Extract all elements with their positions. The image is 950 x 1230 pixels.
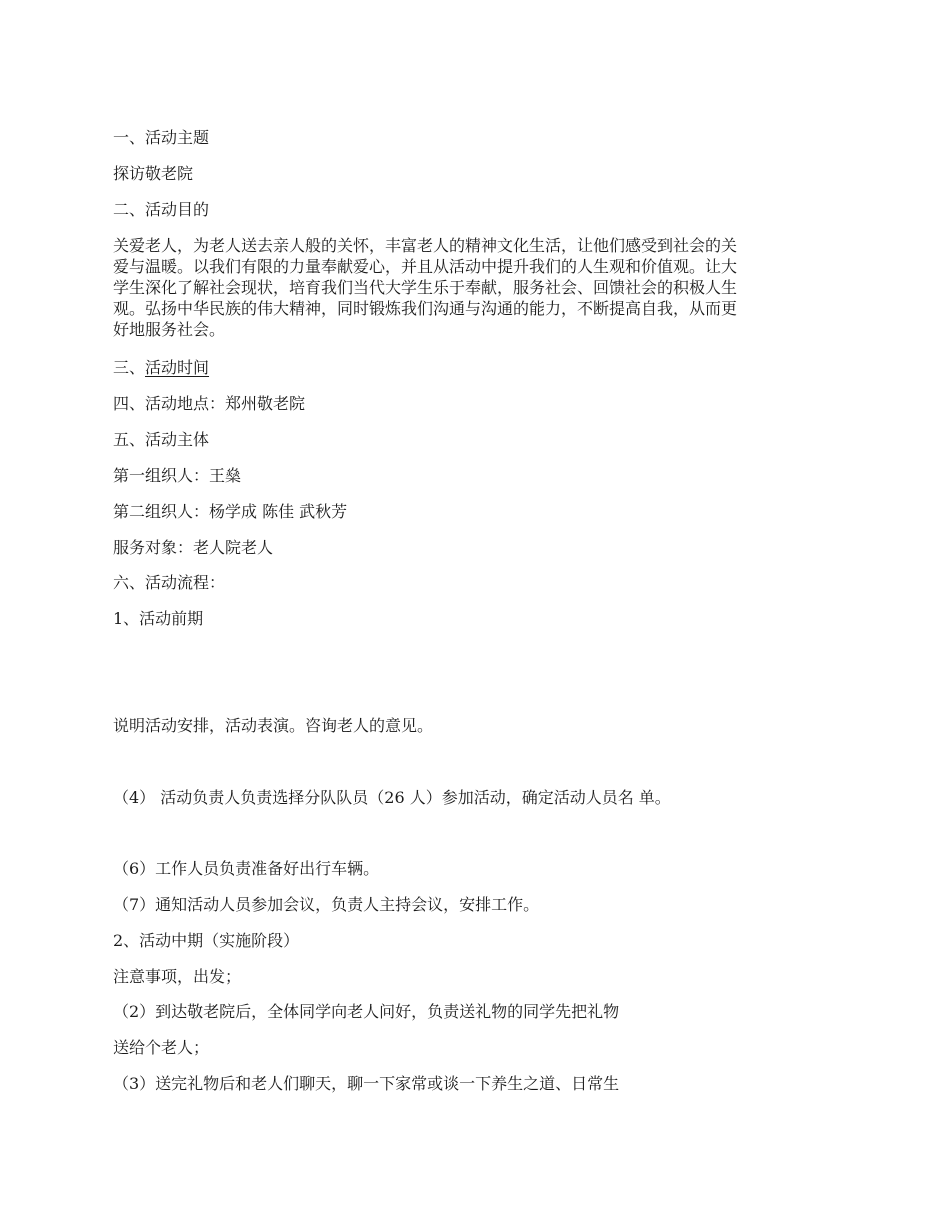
purpose-line: 好地服务社会。 [113,320,226,339]
middle-step-3: （3）送完礼物后和老人们聊天，聊一下家常或谈一下养生之道、日常生 [113,1074,620,1093]
purpose-line: 观。弘扬中华民族的伟大精神，同时锻炼我们沟通与沟通的能力，不断提高自我，从而更 [113,299,738,318]
activity-location: 四、活动地点：郑州敬老院 [113,394,306,413]
activity-time-link[interactable]: 活动时间 [145,358,210,377]
service-target: 服务对象：老人院老人 [113,538,274,557]
middle-step-2: （2）到达敬老院后，全体同学向老人问好，负责送礼物的同学先把礼物 [113,1002,620,1021]
purpose-line: 关爱老人，为老人送去亲人般的关怀，丰富老人的精神文化生活，让他们感受到社会的关 [113,236,738,255]
second-organizers: 第二组织人：杨学成 陈佳 武秋芳 [113,502,348,521]
purpose-line: 学生深化了解社会现状，培育我们当代大学生乐于奉献，服务社会、回馈社会的积极人生 [113,278,738,297]
phase-middle: 2、活动中期（实施阶段） [113,931,300,950]
early-step-7: （7）通知活动人员参加会议，负责人主持会议，安排工作。 [113,895,540,914]
heading-activity-time [113,358,209,378]
middle-step-2-continued: 送给个老人； [113,1038,210,1057]
early-step-6: （6）工作人员负责准备好出行车辆。 [113,859,380,878]
first-organizer: 第一组织人：王燊 [113,466,242,485]
heading-activity-subject: 五、活动主体 [113,430,210,449]
heading-time-prefix: 三、 [113,358,146,377]
phase-early: 1、活动前期 [113,609,204,628]
activity-purpose-paragraph [113,235,843,340]
purpose-line: 爱与温暖。以我们有限的力量奉献爱心，并且从活动中提升我们的人生观和价值观。让大 [113,257,738,276]
middle-phase-note: 注意事项，出发； [113,967,242,986]
heading-activity-process: 六、活动流程： [113,573,226,592]
heading-activity-theme: 一、活动主题 [113,128,210,147]
early-phase-note: 说明活动安排，活动表演。咨询老人的意见。 [113,716,434,735]
heading-activity-purpose: 二、活动目的 [113,200,210,219]
early-step-4: （4） 活动负责人负责选择分队队员（26 人）参加活动，确定活动人员名 单。 [113,788,671,807]
activity-theme-text: 探访敬老院 [113,164,194,183]
